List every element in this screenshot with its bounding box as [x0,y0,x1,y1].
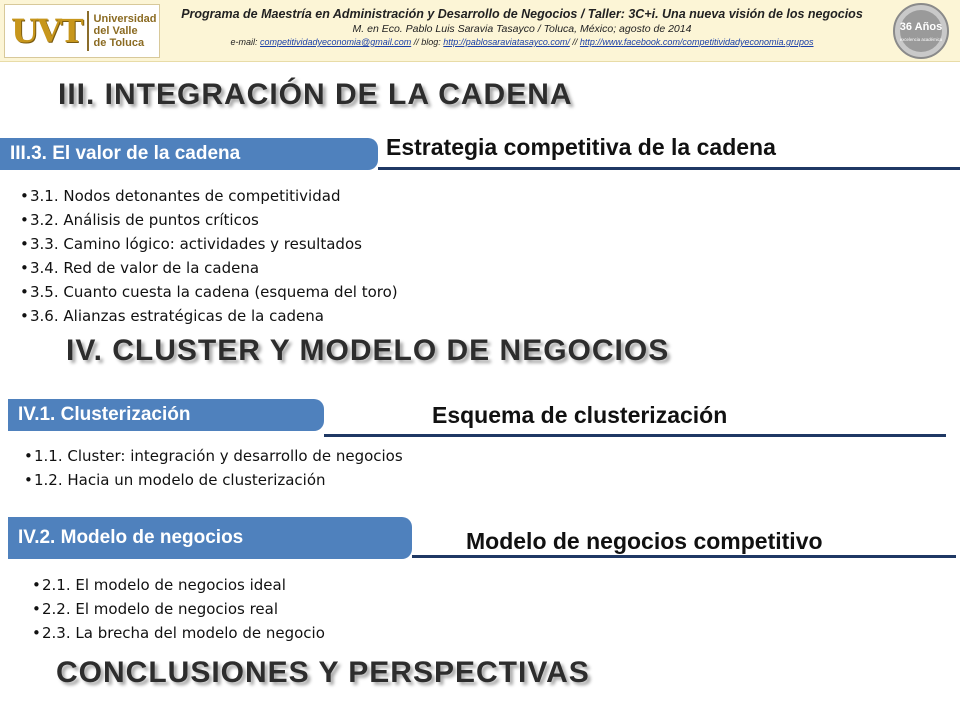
heading-rule [378,167,960,170]
email-label: e-mail: [230,37,258,47]
list-item: • 2.1. El modelo de negocios ideal [32,573,325,597]
heading-rule [412,555,956,558]
subsection-iv1-bar: IV.1. Clusterización [8,399,324,431]
facebook-link[interactable]: http://www.facebook.com/competitividadyeconomia.grupos [579,37,814,47]
subsection-iv2-bar: IV.2. Modelo de negocios [8,517,412,559]
list-item: • 3.1. Nodos detonantes de competitividad [20,184,398,208]
header-text [166,6,878,49]
list-item: • 3.2. Análisis de puntos críticos [20,208,398,232]
logo-name-line2: del Valle [93,25,138,37]
list-item: • 2.2. El modelo de negocios real [32,597,325,621]
header-banner [0,0,960,62]
list-item: • 3.5. Cuanto cuesta la cadena (esquema del toro) [20,280,398,304]
list-item: • 3.3. Camino lógico: actividades y resultados [20,232,398,256]
anniversary-seal-icon [888,2,954,60]
logo-divider [87,11,89,51]
seal-years: 36 Años [899,21,943,33]
section-iii-list [20,184,398,328]
subsection-iv2-heading: Modelo de negocios competitivo [466,528,823,554]
section-iv2-list [32,573,325,645]
list-item: • 3.4. Red de valor de la cadena [20,256,398,280]
separator: // [572,37,578,47]
email-link[interactable]: competitividadyeconomia@gmail.com [260,37,412,47]
list-item: • 2.3. La brecha del modelo de negocio [32,621,325,645]
program-title: Programa de Maestría en Administración y Desarrollo de Negocios / Taller: 3C+i. Una nueva visión de los negocios [181,7,863,21]
section-iv1-list [24,444,403,492]
blog-label: // blog: [413,37,441,47]
logo-name-line1: Universidad [93,13,157,25]
contact-line [166,36,878,49]
heading-rule [324,434,946,437]
logo-text [94,13,157,49]
conclusions-title: CONCLUSIONES Y PERSPECTIVAS [56,656,590,689]
author-line: M. en Eco. Pablo Luis Saravia Tasayco / Toluca, México; agosto de 2014 [352,23,692,35]
university-logo[interactable] [4,4,160,58]
subsection-iii3-bar: III.3. El valor de la cadena [0,138,378,170]
section-iii-title: III. INTEGRACIÓN DE LA CADENA [58,78,573,111]
logo-name-line3: de Toluca [93,37,145,49]
blog-link[interactable]: http://pablosaraviatasayco.com/ [443,37,570,47]
list-item: • 1.2. Hacia un modelo de clusterización [24,468,403,492]
section-iv-title: IV. CLUSTER Y MODELO DE NEGOCIOS [66,334,670,367]
seal-caption: excelencia académica [899,37,943,42]
logo-mark: UVT [11,12,82,50]
subsection-iii3-heading: Estrategia competitiva de la cadena [386,134,776,160]
list-item: • 3.6. Alianzas estratégicas de la cadena [20,304,398,328]
list-item: • 1.1. Cluster: integración y desarrollo de negocios [24,444,403,468]
subsection-iv1-heading: Esquema de clusterización [432,402,728,428]
